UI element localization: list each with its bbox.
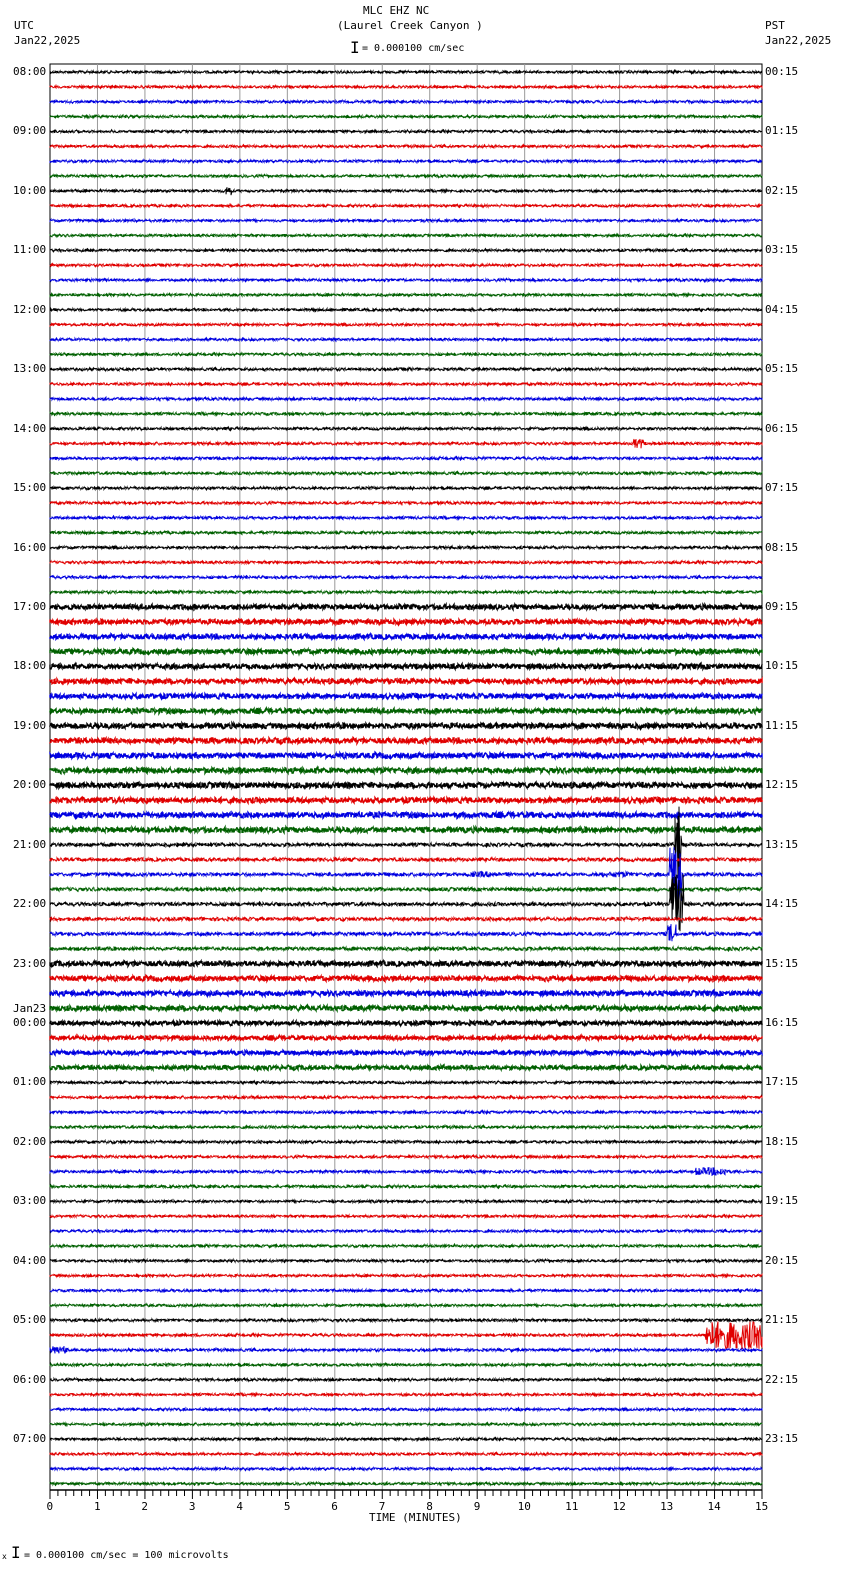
x-tick-label: 7 [378, 1500, 386, 1513]
seismic-trace [50, 708, 762, 713]
scale-text: = 0.000100 cm/sec [362, 43, 465, 54]
seismic-trace [50, 413, 762, 416]
seismic-trace [50, 294, 762, 296]
seismic-trace [50, 1408, 762, 1410]
seismic-trace [50, 1346, 762, 1353]
seismic-trace [50, 591, 762, 594]
seismic-trace [50, 976, 762, 981]
seismic-trace [50, 1036, 762, 1040]
x-tick-label: 9 [473, 1500, 481, 1513]
seismic-trace [50, 1111, 762, 1114]
seismic-trace [50, 797, 762, 803]
pst-hour-label: 14:15 [765, 897, 799, 911]
seismic-trace [50, 1453, 762, 1455]
seismic-trace [50, 576, 762, 579]
pst-hour-label: 22:15 [765, 1372, 799, 1386]
x-tick-label: 0 [46, 1500, 54, 1513]
x-tick-label: 8 [426, 1500, 433, 1513]
footer-mark: x [2, 1552, 7, 1561]
utc-hour-label: 07:00 [13, 1432, 47, 1446]
seismic-trace [50, 101, 762, 103]
seismic-trace [50, 888, 762, 892]
pst-hour-label: 02:15 [765, 183, 799, 197]
x-tick-label: 14 [707, 1500, 721, 1513]
pst-hour-label: 03:15 [765, 243, 799, 257]
seismic-trace [50, 1051, 762, 1055]
seismic-trace [50, 219, 762, 221]
pst-hour-label: 10:15 [765, 659, 799, 673]
pst-hour-label: 05:15 [765, 362, 799, 376]
utc-hour-label: 05:00 [13, 1313, 47, 1327]
seismic-trace [50, 279, 762, 281]
x-tick-label: 10 [517, 1500, 531, 1513]
seismic-trace [50, 1423, 762, 1425]
pst-hour-label: 07:15 [765, 481, 799, 495]
seismic-trace [50, 383, 762, 386]
seismic-trace [50, 353, 762, 355]
scale-bar-icon: I [350, 38, 360, 57]
seismic-trace [50, 1438, 762, 1440]
seismic-trace [50, 398, 762, 401]
utc-hour-label: 15:00 [13, 481, 47, 495]
seismic-trace [50, 368, 762, 371]
seismic-trace [50, 1096, 762, 1099]
pst-hour-label: 11:15 [765, 718, 799, 732]
seismic-trace [50, 634, 762, 639]
pst-hour-label: 12:15 [765, 778, 799, 792]
seismic-trace [50, 502, 762, 505]
utc-hour-label: 19:00 [13, 718, 47, 732]
seismic-trace [50, 1141, 762, 1144]
seismic-trace [50, 1304, 762, 1306]
pst-hour-label: 17:15 [765, 1075, 799, 1089]
seismic-trace [50, 1081, 762, 1084]
pst-hour-label: 19:15 [765, 1194, 799, 1208]
seismic-trace [50, 323, 762, 325]
seismic-trace [50, 991, 762, 996]
pst-hour-label: 15:15 [765, 956, 799, 970]
footer-scale-text: = 0.000100 cm/sec = 100 microvolts [24, 1550, 229, 1561]
utc-hour-label: 11:00 [13, 243, 47, 257]
seismic-trace [50, 130, 762, 132]
seismic-trace [50, 249, 762, 251]
seismic-trace [50, 1065, 762, 1069]
utc-hour-label: 20:00 [13, 778, 47, 792]
seismic-trace [50, 1185, 762, 1188]
seismic-trace [50, 768, 762, 774]
seismic-trace [50, 309, 762, 311]
date-change-label: Jan23 [13, 1002, 47, 1016]
seismic-trace [50, 546, 762, 549]
seismic-trace [50, 531, 762, 534]
utc-hour-label: 01:00 [13, 1075, 47, 1089]
seismic-trace [50, 115, 762, 117]
seismic-trace [50, 812, 762, 818]
seismic-trace [50, 1021, 762, 1025]
right-timezone: PST [765, 19, 785, 32]
seismic-trace [50, 664, 762, 669]
utc-hour-label: 17:00 [13, 599, 47, 613]
seismic-trace [50, 472, 762, 475]
seismic-trace [50, 1200, 762, 1202]
seismic-trace [50, 679, 762, 684]
pst-hour-label: 18:15 [765, 1134, 799, 1148]
seismic-trace [50, 1006, 762, 1011]
pst-hour-label: 04:15 [765, 302, 799, 316]
seismic-trace [50, 86, 762, 88]
utc-hour-label: 18:00 [13, 659, 47, 673]
seismic-trace [50, 71, 762, 73]
seismic-trace [50, 1321, 762, 1349]
x-tick-label: 2 [141, 1500, 149, 1513]
utc-hour-label: 04:00 [13, 1253, 47, 1267]
x-tick-label: 12 [612, 1500, 626, 1513]
pst-hour-label: 00:15 [765, 65, 799, 78]
x-tick-label: 6 [331, 1500, 338, 1513]
seismic-trace [50, 738, 762, 744]
seismic-trace [50, 561, 762, 564]
station-subtitle: (Laurel Creek Canyon ) [337, 19, 483, 32]
utc-hour-label: 12:00 [13, 302, 47, 316]
seismic-trace [50, 160, 762, 162]
x-tick-label: 3 [188, 1500, 196, 1513]
seismic-trace [50, 439, 762, 448]
seismic-trace [50, 145, 762, 147]
pst-hour-label: 16:15 [765, 1016, 799, 1030]
x-tick-label: 11 [565, 1500, 579, 1513]
seismic-trace [50, 338, 762, 340]
seismic-trace [50, 1275, 762, 1277]
x-axis-label: TIME (MINUTES) [369, 1511, 462, 1524]
seismic-trace [50, 1319, 762, 1322]
utc-hour-label: 23:00 [13, 956, 47, 970]
utc-hour-label: 10:00 [13, 183, 47, 197]
seismic-trace [50, 175, 762, 177]
x-tick-label: 15 [755, 1500, 769, 1513]
seismic-trace [50, 1379, 762, 1381]
seismic-trace [50, 457, 762, 460]
left-timezone: UTC [14, 19, 34, 32]
pst-hour-label: 01:15 [765, 124, 799, 138]
utc-hour-label: 00:00 [13, 1016, 47, 1030]
right-date: Jan22,2025 [765, 34, 832, 47]
seismic-trace [50, 205, 762, 207]
x-tick-label: 5 [283, 1500, 291, 1513]
seismic-trace [50, 1468, 762, 1470]
utc-hour-label: 16:00 [13, 540, 47, 554]
seismic-trace [50, 947, 762, 951]
pst-hour-label: 21:15 [765, 1313, 799, 1327]
seismic-trace [50, 858, 762, 862]
seismic-trace [50, 487, 762, 490]
seismic-trace [50, 187, 762, 195]
x-tick-label: 1 [93, 1500, 101, 1513]
seismic-trace [50, 753, 762, 759]
seismic-trace [50, 1393, 762, 1395]
pst-hour-label: 13:15 [765, 837, 799, 851]
pst-hour-label: 20:15 [765, 1253, 799, 1267]
seismic-trace [50, 1289, 762, 1291]
seismic-trace [50, 1156, 762, 1159]
seismic-trace [50, 649, 762, 654]
seismic-trace [50, 1230, 762, 1232]
seismic-trace [50, 827, 762, 833]
station-title: MLC EHZ NC [363, 4, 430, 17]
seismic-trace [50, 1215, 762, 1217]
seismic-trace [50, 234, 762, 236]
utc-hour-label: 14:00 [13, 421, 47, 435]
pst-hour-label: 23:15 [765, 1432, 799, 1446]
x-tick-label: 13 [660, 1500, 674, 1513]
seismic-trace [50, 874, 762, 931]
left-date: Jan22,2025 [14, 34, 81, 47]
seismic-trace [50, 783, 762, 789]
utc-hour-label: 02:00 [13, 1134, 47, 1148]
seismic-trace [50, 517, 762, 520]
pst-hour-label: 09:15 [765, 599, 799, 613]
pst-hour-label: 08:15 [765, 540, 799, 554]
seismic-trace [50, 723, 762, 729]
seismic-trace [50, 619, 762, 624]
utc-hour-label: 13:00 [13, 362, 47, 376]
utc-hour-label: 09:00 [13, 124, 47, 138]
seismic-trace [50, 924, 762, 941]
seismic-trace [50, 1126, 762, 1129]
utc-hour-label: 06:00 [13, 1372, 47, 1386]
seismic-trace [50, 1483, 762, 1485]
seismic-trace [50, 847, 762, 903]
utc-hour-label: 21:00 [13, 837, 47, 851]
seismic-trace [50, 264, 762, 266]
seismic-trace [50, 1260, 762, 1262]
footer-scale-bar-icon: I [11, 1543, 21, 1562]
seismic-trace [50, 694, 762, 699]
seismic-trace [50, 1168, 762, 1176]
seismic-trace [50, 1364, 762, 1367]
seismic-trace [50, 427, 762, 430]
seismic-trace [50, 961, 762, 966]
utc-hour-label: 08:00 [13, 65, 47, 78]
utc-hour-label: 22:00 [13, 897, 47, 911]
seismic-trace [50, 604, 762, 609]
seismic-trace [50, 1245, 762, 1247]
seismic-trace [50, 917, 762, 921]
utc-hour-label: 03:00 [13, 1194, 47, 1208]
x-tick-label: 4 [236, 1500, 243, 1513]
pst-hour-label: 06:15 [765, 421, 799, 435]
